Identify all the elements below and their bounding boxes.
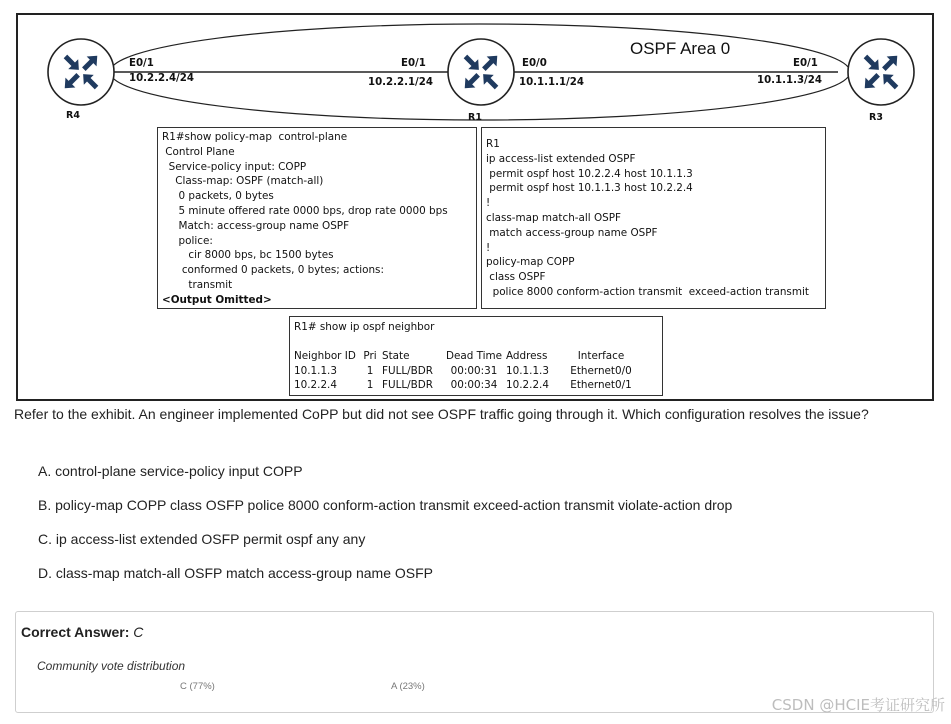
neighbor-cell: Ethernet0/1 — [570, 379, 632, 392]
config-line: permit ospf host 10.1.1.3 host 10.2.2.4 — [486, 182, 693, 195]
config-line: class-map match-all OSPF — [486, 211, 622, 224]
config-output-box — [481, 127, 826, 309]
neighbor-cell: 10.1.1.3 — [294, 364, 337, 377]
r3-ip-label: 10.1.1.3/24 — [757, 75, 822, 86]
router-icon — [448, 39, 514, 105]
vote-distribution-title: Community vote distribution — [37, 659, 186, 673]
policy-map-output-line: transmit — [162, 278, 233, 291]
neighbor-header-cell: Interface — [577, 349, 625, 362]
correct-answer-value: C — [133, 624, 144, 640]
config-line: match access-group name OSPF — [486, 226, 658, 239]
policy-map-output-line: Service-policy input: COPP — [162, 160, 307, 173]
config-line: permit ospf host 10.2.2.4 host 10.1.1.3 — [486, 167, 693, 180]
neighbor-header-cell: Neighbor ID — [294, 349, 356, 362]
router-r4-label: R4 — [66, 110, 80, 121]
policy-map-output-line: 5 minute offered rate 0000 bps, drop rate 0000 bps — [162, 204, 448, 217]
option-c[interactable]: C. ip access-list extended OSFP permit ospf any any — [38, 531, 366, 547]
option-a[interactable]: A. control-plane service-policy input COPP — [38, 463, 303, 479]
policy-map-output-line: Control Plane — [162, 145, 235, 158]
correct-answer — [21, 624, 143, 640]
r3-interface-label: E0/1 — [793, 58, 818, 69]
question-text: Refer to the exhibit. An engineer implemented CoPP but did not see OSPF traffic going through it. Which configuration resolves the issue? — [14, 406, 869, 422]
policy-map-output-line: Match: access-group name OSPF — [162, 219, 350, 232]
neighbor-cell: FULL/BDR — [382, 364, 434, 377]
correct-answer-label: Correct Answer: — [21, 624, 130, 640]
r1-left-interface-label: E0/1 — [401, 58, 426, 69]
policy-map-output-line: conformed 0 packets, 0 bytes; actions: — [162, 264, 384, 277]
r4-ip-label: 10.2.2.4/24 — [129, 73, 194, 84]
neighbor-cell: 00:00:31 — [450, 364, 498, 377]
neighbor-header-cell: Address — [506, 349, 548, 362]
neighbor-header-cell: Pri — [363, 349, 377, 362]
neighbor-table-header — [294, 349, 636, 364]
config-line: R1 — [486, 138, 500, 150]
neighbor-row — [294, 364, 636, 379]
policy-map-output-line: police: — [162, 234, 213, 247]
router-icon — [48, 39, 114, 105]
neighbor-cell: 10.2.2.4 — [506, 379, 549, 392]
policy-map-output-line: <Output Omitted> — [162, 293, 272, 306]
policy-map-output-line: cir 8000 bps, bc 1500 bytes — [162, 249, 334, 262]
vote-a: A (23%) — [391, 681, 425, 692]
policy-map-output-line: Class-map: OSPF (match-all) — [162, 175, 324, 188]
neighbor-header-cell: State — [382, 349, 410, 362]
r1-right-ip-label: 10.1.1.1/24 — [519, 77, 584, 88]
config-line: ! — [486, 197, 491, 210]
config-line: ! — [486, 241, 491, 254]
neighbor-cell: 10.1.1.3 — [506, 364, 549, 377]
policy-map-output-box — [157, 127, 477, 309]
ospf-neighbor-box — [289, 316, 663, 396]
r1-right-interface-label: E0/0 — [522, 58, 547, 69]
exhibit-figure — [16, 13, 934, 401]
config-line: class OSPF — [486, 271, 546, 284]
area-label: OSPF Area 0 — [630, 39, 731, 58]
neighbor-cell: Ethernet0/0 — [570, 364, 632, 377]
neighbor-cell: 1 — [366, 379, 374, 392]
router-r3-label: R3 — [869, 112, 883, 123]
router-r1-label: R1 — [468, 112, 482, 123]
config-line: ip access-list extended OSPF — [486, 152, 636, 165]
option-d[interactable]: D. class-map match-all OSFP match access-group name OSFP — [38, 565, 433, 581]
r1-left-ip-label: 10.2.2.1/24 — [368, 77, 433, 88]
router-icon — [848, 39, 914, 105]
policy-map-output-line: 0 packets, 0 bytes — [162, 190, 274, 203]
option-b[interactable]: B. policy-map COPP class OSFP police 8000 conform-action transmit exceed-action transmit violate-action drop — [38, 497, 733, 513]
network-topology — [18, 15, 932, 125]
policy-map-output-line: R1#show policy-map control-plane — [162, 131, 348, 143]
watermark: CSDN @HCIE考证研究所 — [771, 696, 945, 714]
neighbor-cell: 1 — [366, 364, 374, 377]
config-line: policy-map COPP — [486, 256, 575, 269]
neighbor-header-cell: Dead Time — [445, 349, 503, 362]
neighbor-command: R1# show ip ospf neighbor — [294, 321, 435, 333]
neighbor-table — [294, 349, 636, 393]
r4-interface-label: E0/1 — [129, 58, 154, 69]
neighbor-cell: 10.2.2.4 — [294, 379, 337, 392]
neighbor-cell: FULL/BDR — [382, 379, 434, 392]
neighbor-cell: 00:00:34 — [450, 379, 498, 392]
neighbor-row — [294, 378, 636, 393]
vote-c: C (77%) — [180, 681, 215, 692]
config-line: police 8000 conform-action transmit exceed-action transmit — [486, 285, 809, 298]
